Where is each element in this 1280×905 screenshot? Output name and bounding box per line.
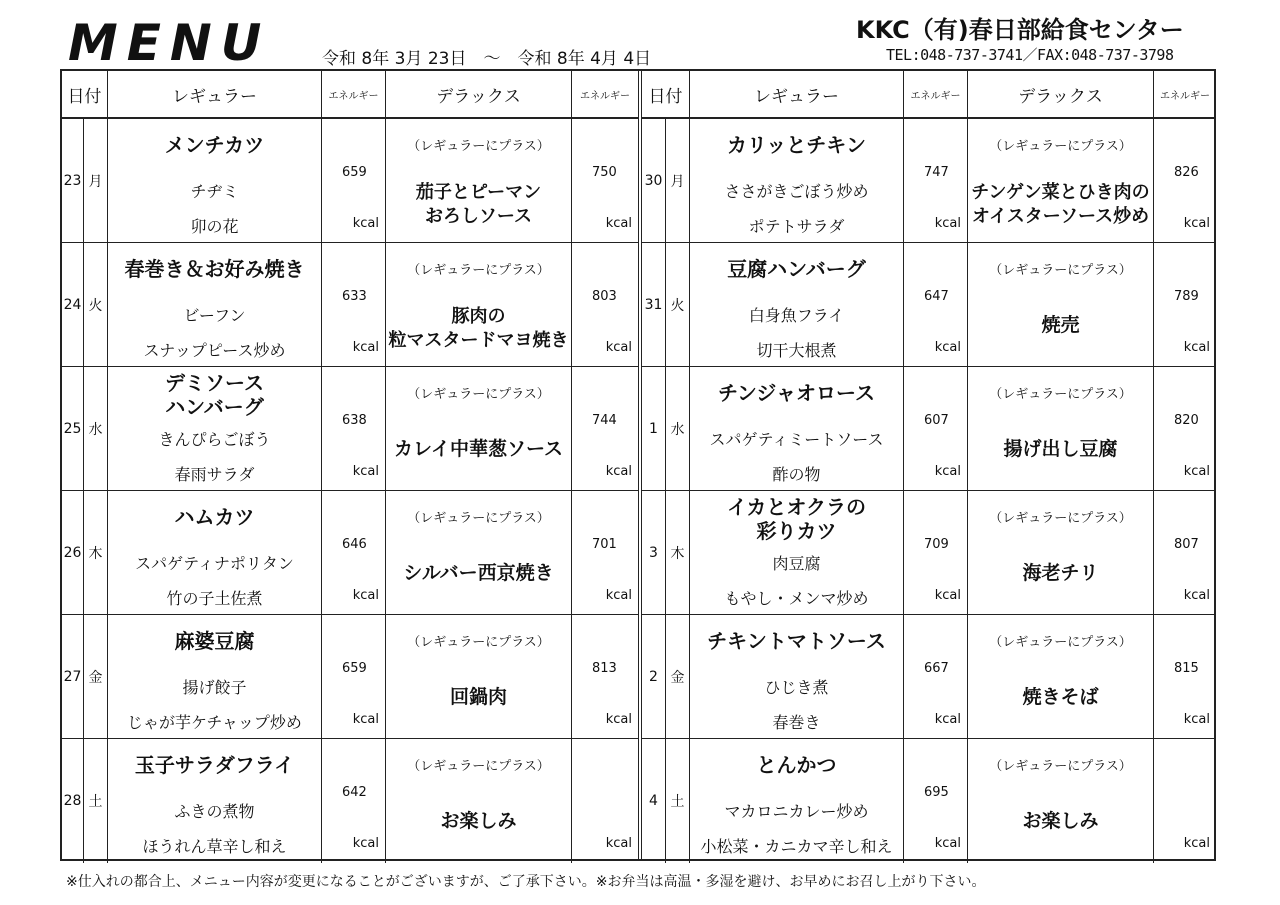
regular-side-dish: 竹の子土佐煮 [166,589,263,608]
regular-side-dish: 肉豆腐 [772,554,821,573]
energy-value: 803 [592,289,617,304]
day-number: 2 [642,615,666,738]
energy-value: 646 [342,537,367,552]
regular-main-dish: 玉子サラダフライ [134,753,295,777]
deluxe-energy [1154,367,1216,490]
day-row [62,367,638,491]
energy-unit: kcal [605,340,632,355]
day-number: 27 [62,615,84,738]
energy-value: 642 [342,785,367,800]
regular-energy [322,491,386,614]
day-row [62,119,638,243]
deluxe-dish: 揚げ出し豆腐 [1003,438,1118,460]
energy-unit: kcal [1183,216,1210,231]
footnote: ※仕入れの都合上、メニュー内容が変更になることがございますが、ご了承下さい。※お弁当は高温・多湿を避け、お早めにお召し上がり下さい。 [66,874,986,890]
deluxe-menu [386,243,572,366]
energy-unit: kcal [934,836,961,851]
regular-side-dish: 白身魚フライ [748,306,845,325]
deluxe-dish: 焼売 [1041,314,1080,336]
energy-unit: kcal [934,340,961,355]
regular-energy [904,615,968,738]
energy-unit: kcal [605,712,632,727]
day-number: 31 [642,243,666,366]
regular-side-dish: ほうれん草辛し和え [142,837,287,856]
regular-energy [904,367,968,490]
energy-unit: kcal [352,216,379,231]
deluxe-dish: 焼きそば [1022,686,1099,708]
deluxe-note: （レギュラーにプラス） [407,511,550,526]
menu-table-right [642,71,1216,859]
energy-value: 659 [342,165,367,180]
energy-value: 659 [342,661,367,676]
regular-side-dish: マカロニカレー炒め [724,802,869,821]
deluxe-note: （レギュラーにプラス） [989,263,1132,278]
deluxe-note: （レギュラーにプラス） [407,139,550,154]
menu-table [60,69,1216,861]
regular-side-dish: 春雨サラダ [174,465,255,484]
header-date: 日付 [642,71,690,117]
deluxe-dish: 回鍋肉 [449,686,507,708]
energy-unit: kcal [605,836,632,851]
deluxe-energy [1154,615,1216,738]
deluxe-dish: 茄子とピーマン おろしソース [415,182,542,227]
menu-period: 令和 8年 3月 23日 ～ 令和 8年 4月 4日 [322,49,652,69]
day-row [642,615,1216,739]
energy-value: 709 [924,537,949,552]
weekday: 火 [84,243,108,366]
deluxe-menu [968,243,1154,366]
header-deluxe: デラックス [968,71,1154,117]
deluxe-menu [968,615,1154,738]
header-regular: レギュラー [690,71,904,117]
weekday: 水 [666,367,690,490]
energy-value: 633 [342,289,367,304]
regular-side-dish: じゃが芋ケチャップ炒め [127,713,302,732]
deluxe-note: （レギュラーにプラス） [989,635,1132,650]
day-number: 4 [642,739,666,863]
day-row [642,243,1216,367]
regular-main-dish: カリッとチキン [727,133,866,157]
regular-side-dish: ポテトサラダ [748,217,845,236]
energy-value: 826 [1174,165,1199,180]
day-number: 28 [62,739,84,863]
regular-energy [322,119,386,242]
regular-side-dish: 小松菜・カニカマ辛し和え [700,837,893,856]
regular-main-dish: メンチカツ [164,133,265,157]
regular-side-dish: ひじき煮 [764,678,829,697]
regular-energy [322,243,386,366]
energy-value: 820 [1174,413,1199,428]
deluxe-menu [968,491,1154,614]
deluxe-energy [572,615,638,738]
regular-side-dish: ささがきごぼう炒め [724,182,869,201]
deluxe-note: （レギュラーにプラス） [989,759,1132,774]
header-energy: エネルギー [904,71,968,117]
regular-main-dish: 麻婆豆腐 [174,629,255,653]
energy-unit: kcal [1183,588,1210,603]
menu-title: MENU [68,14,271,72]
weekday: 火 [666,243,690,366]
regular-main-dish: チキントマトソース [707,629,886,653]
regular-energy [904,491,968,614]
energy-unit: kcal [934,216,961,231]
regular-side-dish: 春巻き [772,713,821,732]
energy-unit: kcal [934,588,961,603]
day-row [62,243,638,367]
deluxe-dish: シルバー西京焼き [403,562,554,584]
header-date: 日付 [62,71,108,117]
regular-menu [108,739,322,863]
regular-side-dish: 卯の花 [190,217,239,236]
deluxe-energy [572,739,638,863]
deluxe-energy [572,243,638,366]
regular-side-dish: 酢の物 [772,465,821,484]
deluxe-note: （レギュラーにプラス） [989,139,1132,154]
day-number: 23 [62,119,84,242]
deluxe-energy [572,367,638,490]
day-number: 30 [642,119,666,242]
day-row [642,119,1216,243]
deluxe-energy [1154,119,1216,242]
energy-unit: kcal [605,588,632,603]
contact-numbers: TEL:048-737-3741／FAX:048-737-3798 [886,46,1174,64]
deluxe-menu [386,367,572,490]
deluxe-energy [1154,243,1216,366]
company-name: KKC（有)春日部給食センター [856,16,1184,44]
energy-unit: kcal [352,340,379,355]
energy-value: 667 [924,661,949,676]
deluxe-energy [1154,739,1216,863]
weekday: 木 [666,491,690,614]
energy-unit: kcal [1183,712,1210,727]
energy-value: 813 [592,661,617,676]
regular-side-dish: もやし・メンマ炒め [724,589,869,608]
weekday: 月 [84,119,108,242]
weekday: 土 [666,739,690,863]
energy-unit: kcal [605,464,632,479]
regular-menu [108,119,322,242]
deluxe-menu [386,615,572,738]
regular-main-dish: 豆腐ハンバーグ [727,257,866,281]
regular-side-dish: ふきの煮物 [174,802,255,821]
regular-menu [690,367,904,490]
regular-menu [690,615,904,738]
regular-energy [904,739,968,863]
regular-side-dish: ビーフン [183,306,246,325]
day-row [642,739,1216,863]
regular-menu [108,243,322,366]
day-number: 25 [62,367,84,490]
header-regular: レギュラー [108,71,322,117]
deluxe-menu [968,739,1154,863]
energy-unit: kcal [1183,464,1210,479]
regular-menu [108,491,322,614]
weekday: 土 [84,739,108,863]
weekday: 金 [666,615,690,738]
deluxe-dish: 海老チリ [1022,562,1099,584]
energy-unit: kcal [934,464,961,479]
deluxe-note: （レギュラーにプラス） [407,635,550,650]
header-energy: エネルギー [580,90,630,102]
energy-unit: kcal [605,216,632,231]
weekday: 月 [666,119,690,242]
energy-value: 647 [924,289,949,304]
deluxe-note: （レギュラーにプラス） [407,263,550,278]
energy-value: 815 [1174,661,1199,676]
energy-value: 607 [924,413,949,428]
weekday: 木 [84,491,108,614]
regular-main-dish: イカとオクラの 彩りカツ [727,495,866,543]
energy-value: 807 [1174,537,1199,552]
regular-energy [322,367,386,490]
regular-side-dish: スナップピース炒め [143,341,286,360]
deluxe-energy [572,491,638,614]
day-row [62,615,638,739]
header-energy: エネルギー [322,71,386,117]
regular-main-dish: チンジャオロース [717,381,876,405]
regular-main-dish: デミソース ハンバーグ [165,371,264,419]
day-row [642,367,1216,491]
header-row [62,71,638,119]
deluxe-menu [968,119,1154,242]
regular-menu [108,367,322,490]
deluxe-dish: お楽しみ [440,810,517,832]
deluxe-note: （レギュラーにプラス） [989,387,1132,402]
energy-value: 701 [592,537,617,552]
regular-menu [690,739,904,863]
regular-main-dish: 春巻き＆お好み焼き [124,257,305,281]
deluxe-note: （レギュラーにプラス） [407,387,550,402]
regular-side-dish: 揚げ餃子 [182,678,247,697]
energy-unit: kcal [352,712,379,727]
energy-value: 789 [1174,289,1199,304]
day-row [62,491,638,615]
deluxe-menu [386,119,572,242]
deluxe-note: （レギュラーにプラス） [407,759,550,774]
energy-unit: kcal [1183,340,1210,355]
energy-unit: kcal [352,836,379,851]
energy-value: 744 [592,413,617,428]
regular-side-dish: 切干大根煮 [756,341,837,360]
regular-main-dish: とんかつ [756,753,837,777]
deluxe-dish: 豚肉の 粒マスタードマヨ焼き [388,306,569,351]
regular-side-dish: チヂミ [190,182,239,201]
day-row [62,739,638,863]
deluxe-energy [572,119,638,242]
day-number: 3 [642,491,666,614]
deluxe-menu [968,367,1154,490]
energy-unit: kcal [934,712,961,727]
energy-value: 747 [924,165,949,180]
weekday: 金 [84,615,108,738]
regular-side-dish: スパゲティミートソース [709,430,884,449]
day-row [642,491,1216,615]
regular-side-dish: きんぴらごぼう [158,430,271,449]
regular-menu [690,243,904,366]
day-number: 1 [642,367,666,490]
menu-table-left [62,71,638,859]
energy-value: 695 [924,785,949,800]
deluxe-menu [386,739,572,863]
header-energy: エネルギー [1160,90,1210,102]
energy-value: 750 [592,165,617,180]
weekday: 水 [84,367,108,490]
day-number: 24 [62,243,84,366]
regular-energy [904,119,968,242]
regular-side-dish: スパゲティナポリタン [135,554,294,573]
regular-menu [690,119,904,242]
regular-main-dish: ハムカツ [174,505,255,529]
energy-value: 638 [342,413,367,428]
deluxe-dish: チンゲン菜とひき肉の オイスターソース炒め [971,182,1150,227]
regular-menu [108,615,322,738]
deluxe-dish: カレイ中華葱ソース [393,438,564,460]
regular-menu [690,491,904,614]
deluxe-energy [1154,491,1216,614]
energy-unit: kcal [352,588,379,603]
day-number: 26 [62,491,84,614]
deluxe-dish: お楽しみ [1022,810,1099,832]
energy-unit: kcal [352,464,379,479]
regular-energy [322,739,386,863]
header-row [642,71,1216,119]
regular-energy [904,243,968,366]
deluxe-note: （レギュラーにプラス） [989,511,1132,526]
regular-energy [322,615,386,738]
deluxe-menu [386,491,572,614]
energy-unit: kcal [1183,836,1210,851]
header-deluxe: デラックス [386,71,572,117]
